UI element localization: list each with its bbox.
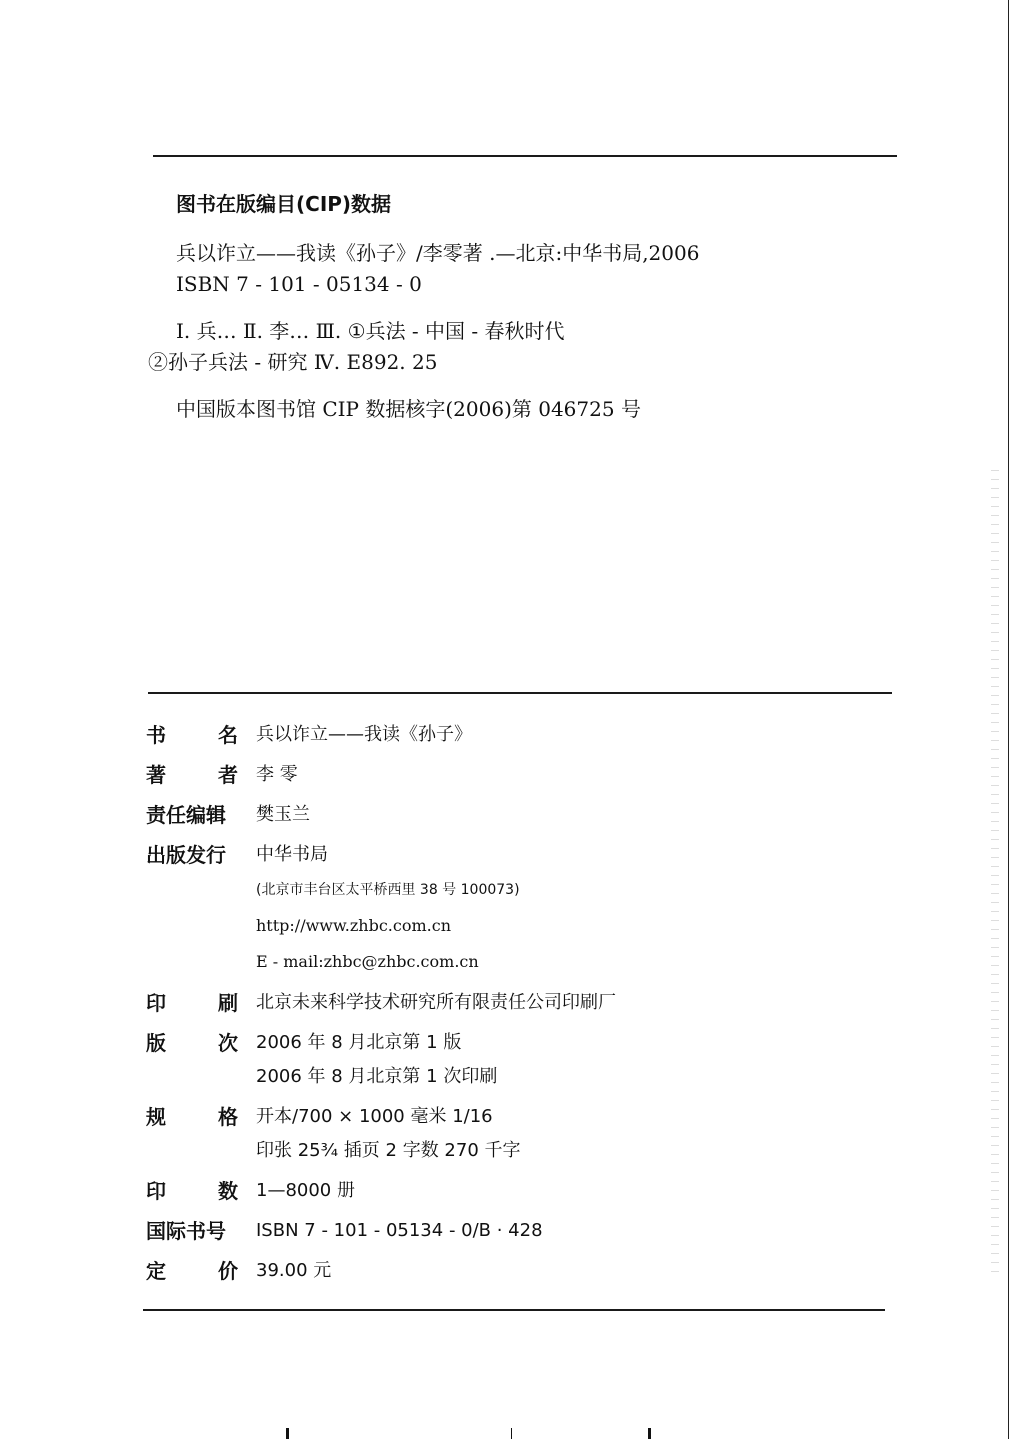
- info-label-price: 定 价: [146, 1259, 238, 1283]
- info-value-publisher: 中华书局: [256, 844, 328, 865]
- info-label-edition: 版 次: [146, 1031, 238, 1055]
- middle-rule: [148, 692, 892, 694]
- cip-block: [148, 190, 876, 441]
- crop-marks: [0, 1428, 1011, 1439]
- info-row-edition: [146, 1026, 866, 1094]
- cip-subject-line: Ⅰ. 兵… Ⅱ. 李… Ⅲ. ①兵法 - 中国 - 春秋时代: [176, 319, 565, 343]
- cip-paragraph-main: [176, 238, 876, 300]
- info-value-printer: 北京未来科学技术研究所有限责任公司印刷厂: [256, 992, 616, 1013]
- info-value-print-run: 1—8000 册: [256, 1180, 355, 1201]
- info-value-sheets: 印张 25¾ 插页 2 字数 270 千字: [256, 1140, 521, 1161]
- info-value-author: 李 零: [256, 764, 298, 785]
- publisher-address: (北京市丰台区太平桥西里 38 号 100073): [256, 882, 520, 898]
- cip-subject-line-2: ②孙子兵法 - 研究 Ⅳ. E892. 25: [148, 350, 438, 374]
- crop-mark: [648, 1428, 651, 1439]
- info-row-title: [146, 718, 866, 752]
- info-label-author: 著 者: [146, 763, 238, 787]
- info-label-printer: 印 刷: [146, 991, 238, 1015]
- info-value-format: 开本/700 × 1000 毫米 1/16: [256, 1106, 493, 1127]
- cip-paragraph-record: [176, 394, 876, 425]
- info-label-publisher: 出版发行: [146, 843, 226, 867]
- bottom-rule: [143, 1309, 885, 1311]
- info-label-editor: 责任编辑: [146, 803, 226, 827]
- info-label-title: 书 名: [146, 723, 238, 747]
- info-row-isbn: [146, 1214, 866, 1248]
- info-row-publisher: [146, 838, 866, 980]
- scan-noise: [991, 470, 999, 1280]
- info-label-isbn: 国际书号: [146, 1219, 226, 1243]
- crop-mark: [511, 1428, 512, 1439]
- cip-title-line: 兵以诈立——我读《孙子》/李零著 .—北京:中华书局,2006: [176, 241, 700, 265]
- publisher-email: E - mail:zhbc@zhbc.com.cn: [256, 952, 479, 971]
- info-value-title: 兵以诈立——我读《孙子》: [256, 724, 472, 745]
- crop-mark: [286, 1428, 289, 1439]
- page-edge-line: [1008, 0, 1009, 1439]
- info-label-print-run: 印 数: [146, 1179, 238, 1203]
- info-value-isbn: ISBN 7 - 101 - 05134 - 0/B · 428: [256, 1220, 543, 1241]
- info-label-spec: 规 格: [146, 1105, 238, 1129]
- top-rule: [153, 155, 897, 157]
- cip-paragraph-subjects: [148, 316, 876, 378]
- info-value-edition: 2006 年 8 月北京第 1 版: [256, 1032, 462, 1053]
- info-row-author: [146, 758, 866, 792]
- info-value-editor: 樊玉兰: [256, 804, 310, 825]
- info-row-price: [146, 1254, 866, 1288]
- info-value-printing: 2006 年 8 月北京第 1 次印刷: [256, 1066, 498, 1087]
- cip-record-line: 中国版本图书馆 CIP 数据核字(2006)第 046725 号: [176, 397, 641, 421]
- publisher-website: http://www.zhbc.com.cn: [256, 916, 451, 935]
- info-row-print-run: [146, 1174, 866, 1208]
- publication-info-table: [146, 718, 866, 1288]
- info-value-price: 39.00 元: [256, 1260, 332, 1281]
- cip-isbn-line: ISBN 7 - 101 - 05134 - 0: [176, 272, 422, 296]
- info-row-spec: [146, 1100, 866, 1168]
- info-row-printer: [146, 986, 866, 1020]
- cip-heading: 图书在版编目(CIP)数据: [176, 192, 392, 216]
- info-row-editor: [146, 798, 866, 832]
